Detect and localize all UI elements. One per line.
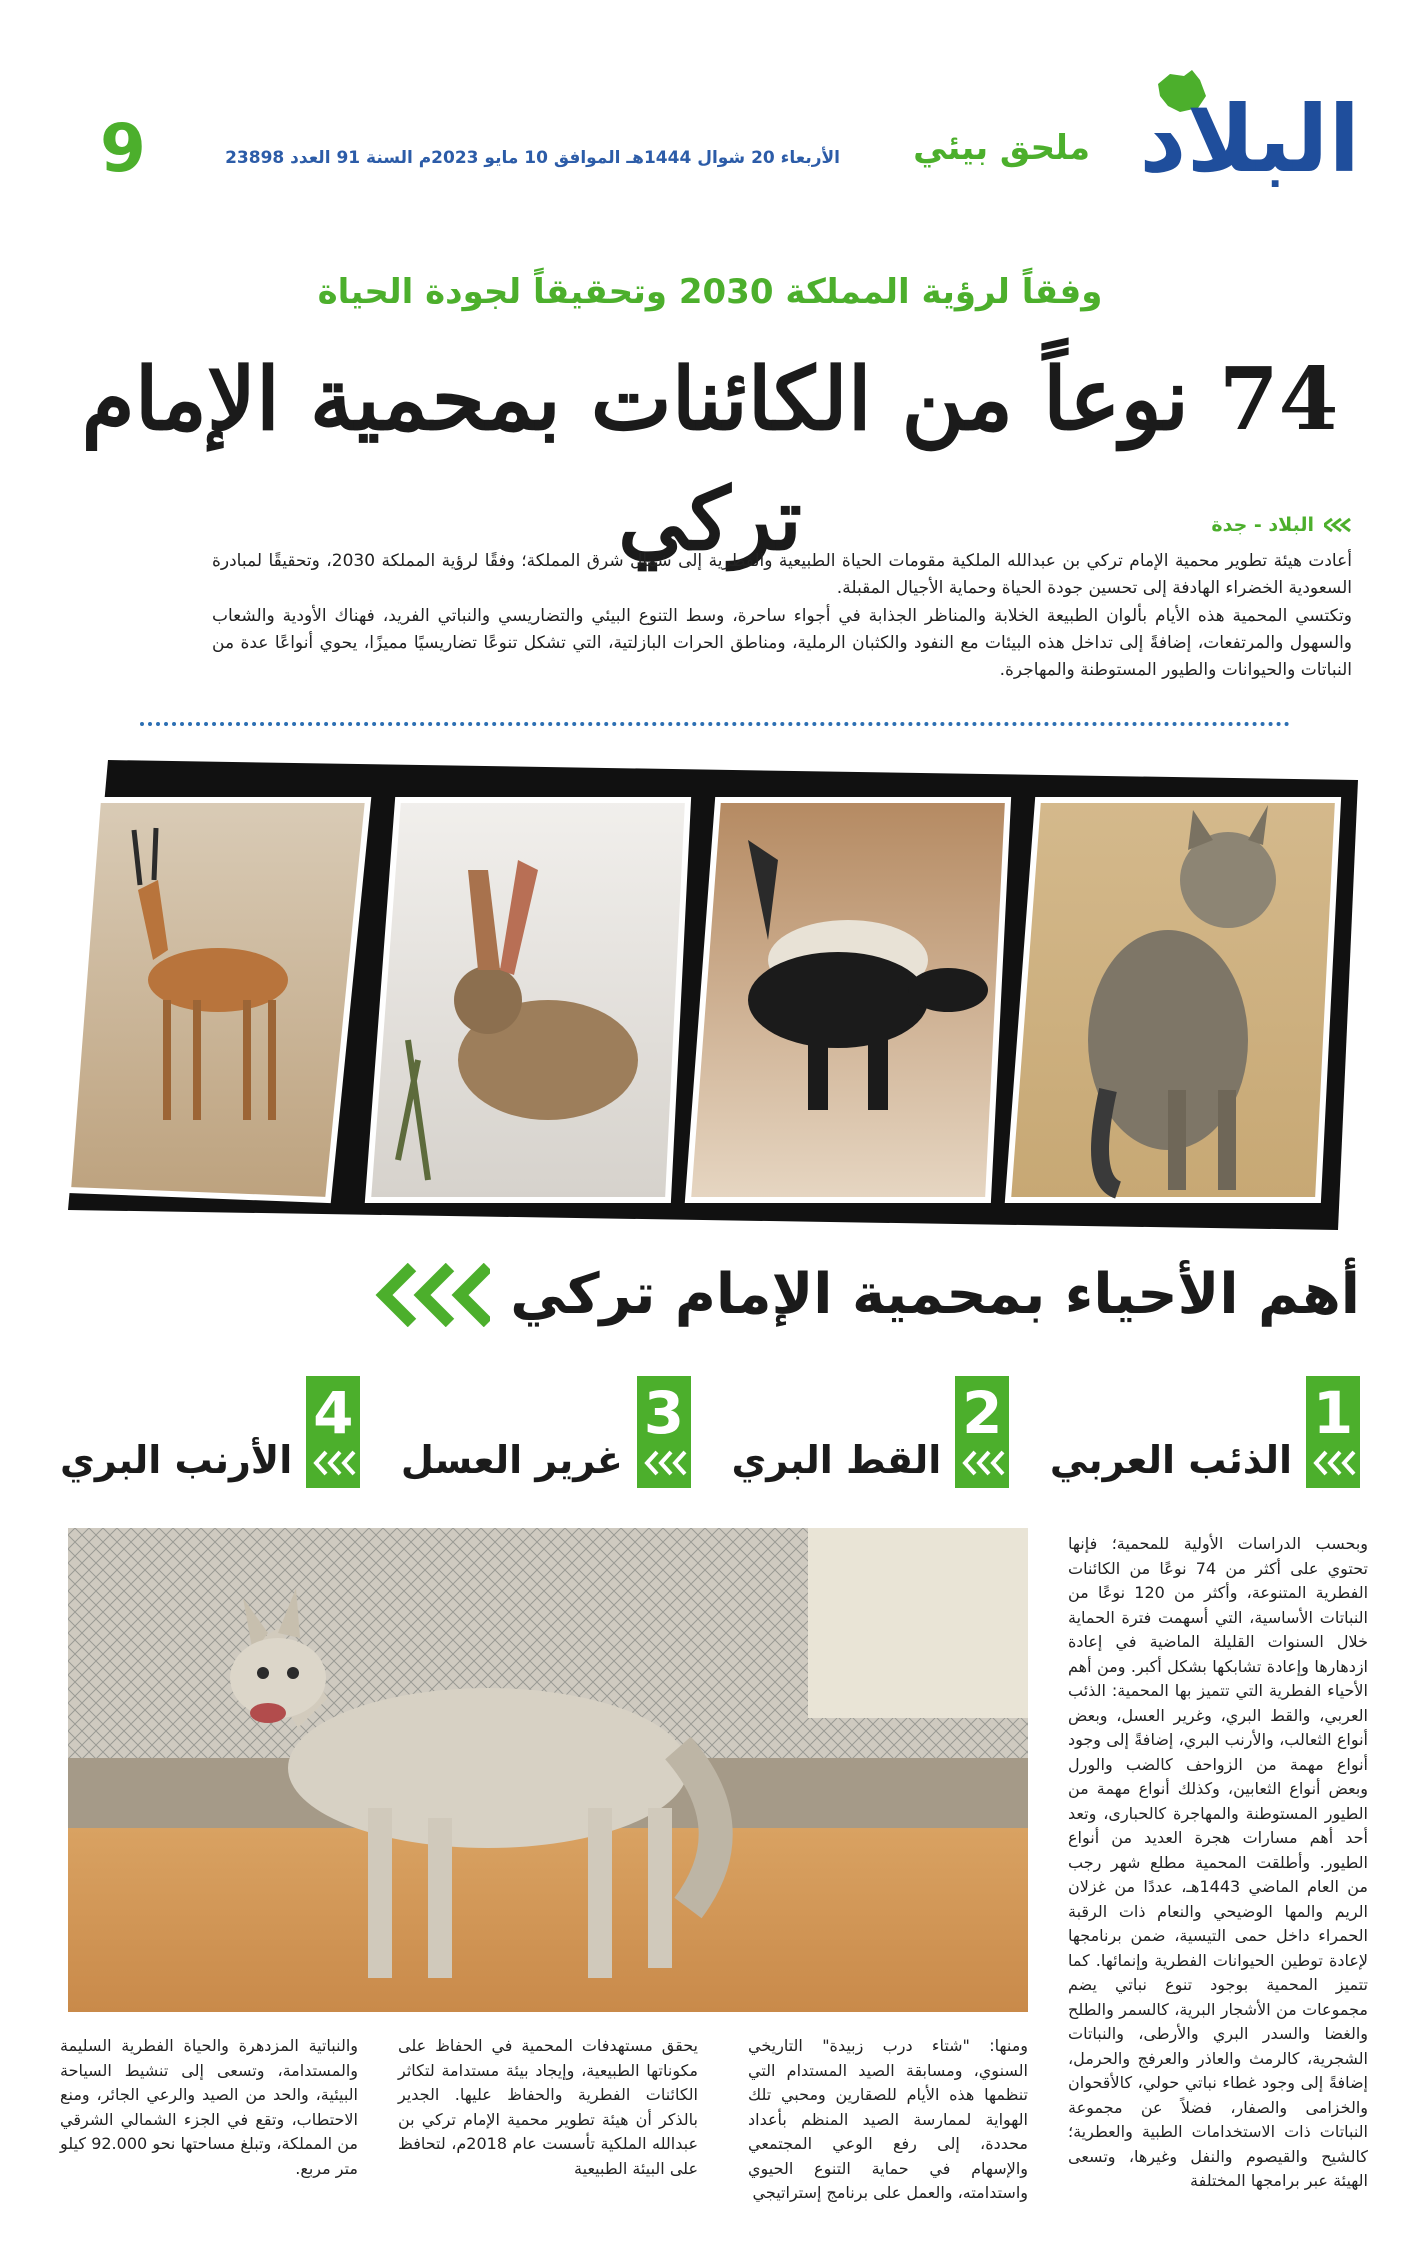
article-column-right: وبحسب الدراسات الأولية للمحمية؛ فإنها تحتوي على أكثر من 74 نوعًا من الكائنات الفطرية المتنوعة، وأكثر من 120 نوعًا من النباتات الأساسية، التي أسهمت فترة الحماية خلال السنوات القليلة الماضية في إعادة ازدهارها وإعادة تشابكها بشكل أكبر. ومن أهم الأحياء الفطرية التي تتميز بها المحمية: الذئب العربي، والقط البري، وغرير العسل، وبعض أنواع الثعالب، والأرنب البري، إضافةً إلى وجود أنواع مهمة من الزواحف كالضب والورل وبعض أنواع الثعابين، وكذلك أنواع مهمة من الطيور المستوطنة والمهاجرة كالحبارى، وتعد أحد أهم مسارات هجرة العديد من أنواع الطيور. وأطلقت المحمية مطلع شهر رجب من العام الماضي 1443هـ، عددًا من غزلان الريم والمها الوضيحي والنعام ذات الرقبة الحمراء داخل حمى التيسية، ضمن برنامجها لإعادة توطين الحيوانات الفطرية وإنمائها. كما تتميز المحمية بوجود تنوع نباتي يضم مجموعات من الأشجار البرية، كالسمر والطلح والغضا والسدر البري والأرطى، والنباتات الشجرية، كالرمث والعاذر والعرفج والحرمل، إضافةً إلى وجود غطاء نباتي حولي، كالأقحوان والخزامى والصفار، فضلاً عن مجموعة النباتات ذات الاستخدامات الطبية والعطرية؛ كالشيح والقيصوم والنفل وغيرها، وتسعى الهيئة عبر برامجها المختلفة	[1068, 1534, 1369, 2190]
logo-text: البلاد	[1139, 86, 1360, 193]
species-number-badge: 2	[955, 1376, 1009, 1488]
species-item	[1050, 1368, 1360, 1488]
section-title-text: أهم الأحياء بمحمية الإمام تركي	[510, 1262, 1360, 1327]
chevrons-icon	[1310, 1450, 1356, 1476]
gazelle-photo	[68, 800, 368, 1200]
masthead	[60, 70, 1360, 210]
section-title	[370, 1262, 1360, 1327]
page-number: 9	[100, 110, 146, 187]
dotted-divider	[140, 722, 1290, 726]
species-name: الأرنب البري	[60, 1438, 293, 1482]
species-item	[731, 1368, 1009, 1488]
hare-photo	[368, 800, 688, 1200]
photo-strip	[68, 760, 1358, 1230]
wildcat-photo	[1008, 800, 1338, 1200]
chevrons-icon	[641, 1450, 687, 1476]
species-list	[60, 1368, 1360, 1488]
kicker: وفقاً لرؤية المملكة 2030 وتحقيقاً لجودة الحياة	[317, 272, 1103, 312]
byline-text: البلاد - جدة	[1211, 514, 1314, 536]
newspaper-logo[interactable]	[1130, 80, 1360, 200]
intro-paragraph: وتكتسي المحمية هذه الأيام بألوان الطبيعة الخلابة والمناظر الجذابة في أجواء ساحرة، وسط التنوع البيئي والتضاريسي والنباتي الفريد، فهناك الأودية والشعاب والسهول والمرتفعات، إضافةً إلى تداخل هذه البيئات مع النفود والكثبان الرملية، ومناطق الحرات البازلتية، التي تشكل تنوعًا تضاريسيًا مميزًا، يحوي أنواعًا عدة من النباتات والحيوانات والطيور المستوطنة والمهاجرة.	[212, 606, 1352, 680]
issue-info: الأربعاء 20 شوال 1444هـ الموافق 10 مايو 2023م السنة 91 العدد 23898	[225, 148, 840, 168]
arabian-wolf-photo	[68, 1528, 1028, 2012]
species-name: الذئب العربي	[1049, 1438, 1292, 1482]
chevron-icon	[1324, 517, 1352, 533]
headline: 74 نوعاً من الكائنات بمحمية الإمام تركي	[81, 349, 1339, 570]
species-number-badge: 1	[1306, 1376, 1360, 1488]
species-item	[401, 1368, 691, 1488]
byline	[1211, 514, 1352, 536]
species-number-badge: 3	[637, 1376, 691, 1488]
species-name: غرير العسل	[400, 1438, 623, 1482]
article-column-bottom-2: يحقق مستهدفات المحمية في الحفاظ على مكوناتها الطبيعية، وإيجاد بيئة مستدامة لتكاثر الكائنات الفطرية والحفاظ عليها. الجدير بالذكر أن هيئة تطوير محمية الإمام تركي بن عبدالله الملكية تأسست عام 2018م، لتحافظ على البيئة الطبيعية	[398, 2036, 698, 2178]
chevrons-icon	[959, 1450, 1005, 1476]
species-item	[60, 1368, 360, 1488]
species-number-badge: 4	[306, 1376, 360, 1488]
honey-badger-photo	[688, 800, 1008, 1200]
intro-paragraph: أعادت هيئة تطوير محمية الإمام تركي بن عبدالله الملكية مقومات الحياة الطبيعية والفطرية إلى شمال شرق المملكة؛ وفقًا لرؤية المملكة 2030، وتحقيقًا لمبادرة السعودية الخضراء الهادفة إلى تحسين جودة الحياة وحماية الأجيال المقبلة.	[212, 551, 1352, 598]
chevrons-icon	[370, 1263, 490, 1327]
intro-text	[212, 548, 1352, 685]
chevrons-icon	[310, 1450, 356, 1476]
article-column-bottom-1: ومنها: "شتاء درب زبيدة" التاريخي السنوي، ومسابقة الصيد المستدام التي تنظمها هذه الأيام للصقارين ومحبي تلك الهواية لممارسة الصيد المنظم بأعداد محددة، إلى رفع الوعي المجتمعي والإسهام في حماية التنوع الحيوي واستدامته، والعمل على برنامج إستراتيجي	[748, 2036, 1028, 2202]
supplement-title: ملحق بيئي	[913, 128, 1090, 168]
article-column-bottom-3: والنباتية المزدهرة والحياة الفطرية السليمة والمستدامة، وتسعى إلى تنشيط السياحة البيئية، والحد من الصيد والرعي الجائر، ومنع الاحتطاب، وتقع في الجزء الشمالي الشرقي من المملكة، وتبلغ مساحتها نحو 92.000 كيلو متر مربع.	[60, 2036, 359, 2178]
species-name: القط البري	[731, 1438, 942, 1482]
